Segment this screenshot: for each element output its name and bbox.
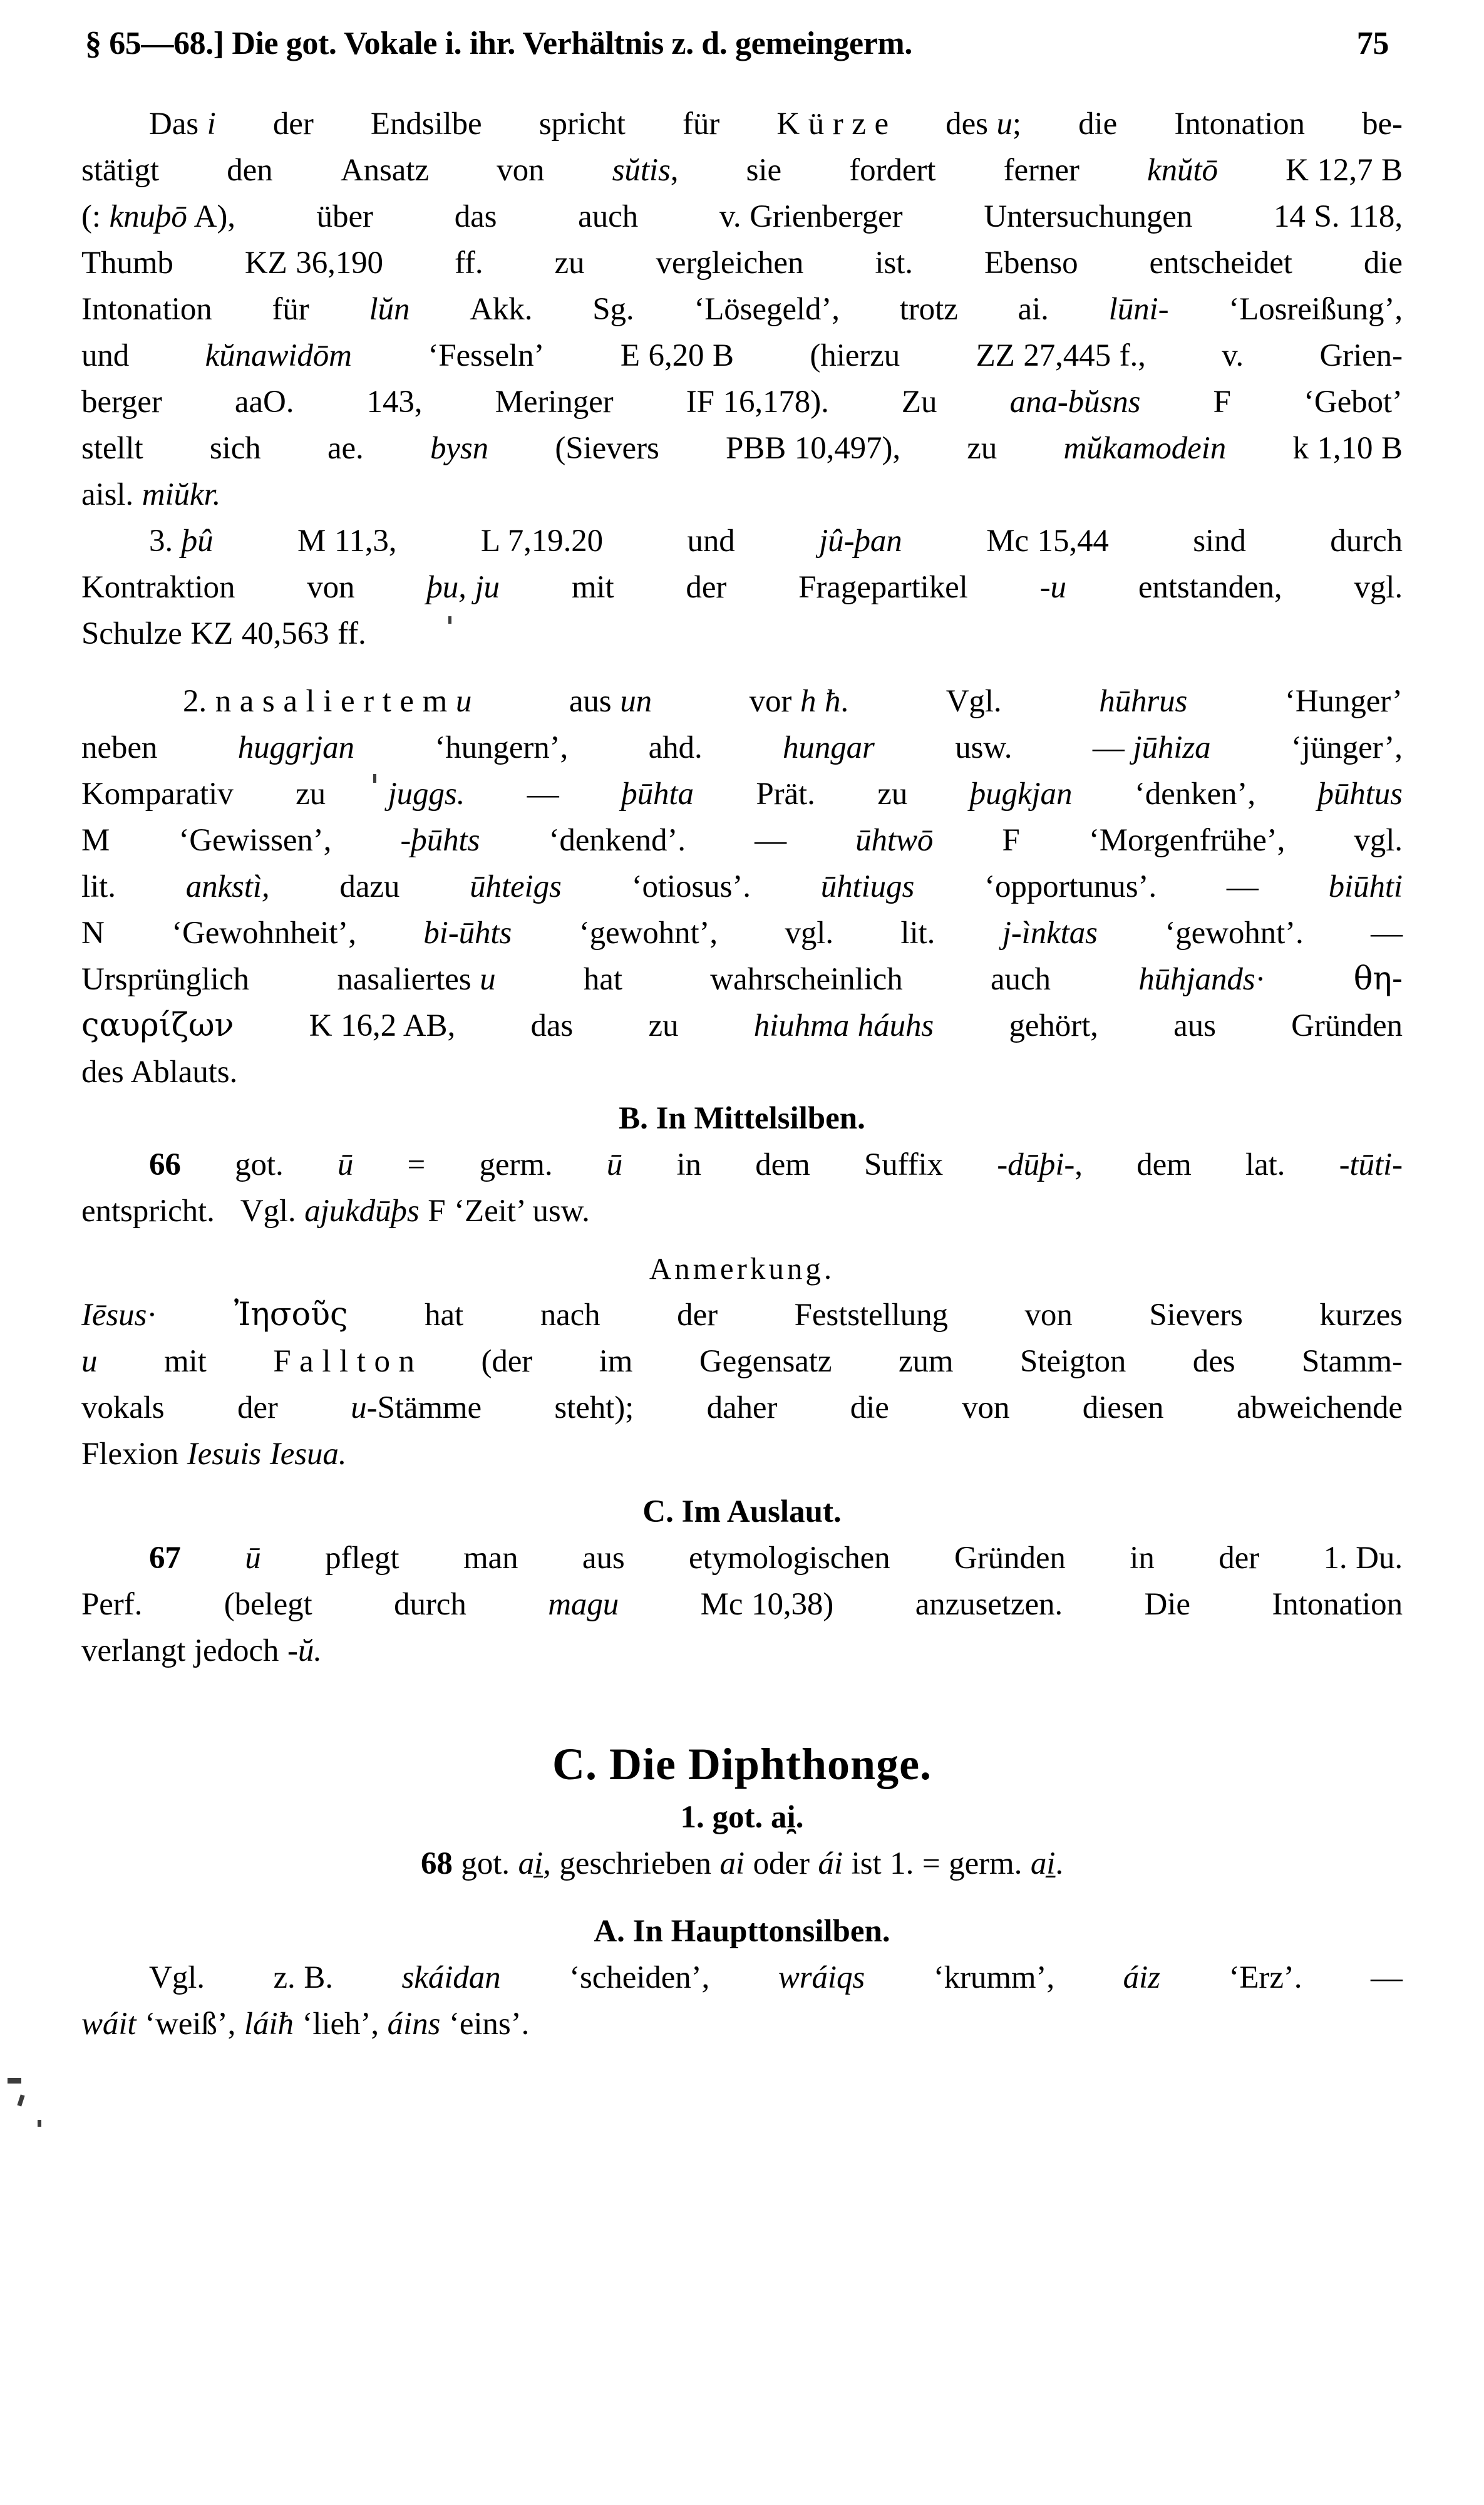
scan-artifact bbox=[8, 2078, 21, 2084]
text-line: wáit ‘weiß’, láiħ ‘lieh’, áins ‘eins’. bbox=[81, 2007, 530, 2042]
text-line: Thumb KZ 36,190 ff. zu vergleichen ist. Ebenso entscheidet die bbox=[81, 245, 1403, 281]
page-number: 75 bbox=[1356, 26, 1389, 61]
heading-1-got-ai bbox=[81, 1794, 1403, 1841]
text-line: (: knuþō A), über das auch v. Grienberger Untersuchungen 14 S. 118, bbox=[81, 199, 1403, 234]
paragraph-2 bbox=[81, 518, 1403, 657]
text-line: stellt sich ae. bysn (Sievers PBB 10,497), zu mŭkamodein k 1,10 B bbox=[81, 431, 1403, 466]
text-line: Das i der Endsilbe spricht für K ü r z e des u; die Intonation be- bbox=[149, 106, 1403, 142]
paragraph-7 bbox=[81, 1841, 1403, 1887]
paragraph-1 bbox=[81, 101, 1403, 518]
heading-anmerkung: Anmerkung. bbox=[649, 1251, 835, 1286]
text-line: Komparativ zu juggs. — þūhta Prät. zu þugkjan ‘denken’, þūhtus bbox=[81, 777, 1403, 812]
text-line: M ‘Gewissen’, -þūhts ‘denkend’. — ūhtwō F ‘Morgenfrühe’, vgl. bbox=[81, 823, 1403, 858]
scan-artifact bbox=[17, 2094, 24, 2106]
text-line: und kŭnawidōm ‘Fesseln’ E 6,20 B (hierzu ZZ 27,445 f., v. Grien- bbox=[81, 338, 1403, 373]
text-line: Schulze KZ 40,563 ff. bbox=[81, 616, 366, 651]
heading-b-in-mittelsilben: B. In Mittelsilben. bbox=[619, 1101, 865, 1136]
text-line: 67 ū pflegt man aus etymologischen Gründen in der 1. Du. bbox=[149, 1541, 1403, 1576]
text-line: 3. þû M 11,3, L 7,19.20 und jû-þan Mc 15,44 sind durch bbox=[149, 524, 1403, 559]
text-line: entspricht. Vgl. ajukdūþs F ‘Zeit’ usw. bbox=[81, 1194, 590, 1229]
paragraph-3 bbox=[81, 678, 1403, 1095]
text-line: 66 got. ū = germ. ū in dem Suffix -dūþi-, dem lat. -tūti- bbox=[149, 1147, 1403, 1182]
text-line: 2. n a s a l i e r t e m u aus un vor h ħ. Vgl. hūhrus ‘Hunger’ bbox=[183, 684, 1403, 719]
text-line: Flexion Iesuis Iesua. bbox=[81, 1437, 347, 1472]
heading-1-got-ai-label: 1. got. ai̯. bbox=[680, 1800, 804, 1835]
paragraph-5 bbox=[81, 1292, 1403, 1477]
heading-c-im-auslaut: C. Im Auslaut. bbox=[642, 1494, 842, 1529]
text-line: vokals der u-Stämme steht); daher die von diesen abweichende bbox=[81, 1390, 1403, 1425]
text-line: Iēsus· Ἰησοῦς hat nach der Feststellung von Sievers kurzes bbox=[81, 1296, 1403, 1333]
text-line: neben huggrjan ‘hungern’, ahd. hungar usw. — jūhiza ‘jünger’, bbox=[81, 730, 1403, 765]
text-line: Intonation für lŭn Akk. Sg. ‘Lösegeld’, trotz ai. lūni- ‘Losreißung’, bbox=[81, 292, 1403, 327]
text-line: des Ablauts. bbox=[81, 1055, 238, 1090]
paragraph-4 bbox=[81, 1142, 1403, 1234]
text-line: aisl. miŭkr. bbox=[81, 477, 221, 512]
text-line: berger aaO. 143, Meringer IF 16,178). Zu ana-bŭsns F ‘Gebot’ bbox=[81, 385, 1403, 420]
text-line: Vgl. z. B. skáidan ‘scheiden’, wráiqs ‘krumm’, áiz ‘Erz’. — bbox=[149, 1960, 1403, 1995]
text-line: 68 got. ai̱, geschrieben ai oder ái ist 1. = germ. ai̱. bbox=[420, 1846, 1064, 1881]
running-head bbox=[81, 25, 1403, 62]
text-line: Ursprünglich nasaliertes u hat wahrscheinlich auch hūhjands· θη- bbox=[81, 961, 1403, 998]
heading-die-diphthonge: C. Die Diphthonge. bbox=[552, 1739, 932, 1789]
text-line: Kontraktion von þu, ju mit der Fragepartikel -u entstanden, vgl. bbox=[81, 570, 1403, 605]
text-line: lit. ankstì, dazu ūhteigs ‘otiosus’. ūhtiugs ‘opportunus’. — biūhti bbox=[81, 869, 1403, 904]
paragraph-8 bbox=[81, 1955, 1403, 2047]
scan-artifact bbox=[38, 2120, 41, 2127]
heading-a-in-haupttonsilben: A. In Haupttonsilben. bbox=[594, 1914, 890, 1949]
text-line: u mit F a l l t o n (der im Gegensatz zum Steigton des Stamm- bbox=[81, 1344, 1403, 1379]
text-line: N ‘Gewohnheit’, bi-ūhts ‘gewohnt’, vgl. lit. j-ìnktas ‘gewohnt’. — bbox=[81, 916, 1403, 951]
paragraph-6 bbox=[81, 1535, 1403, 1674]
page-content bbox=[81, 25, 1403, 2047]
text-line: ςαυρίζων K 16,2 AB, das zu hiuhma háuhs gehört, aus Gründen bbox=[81, 1007, 1403, 1044]
text-line: verlangt jedoch -ŭ. bbox=[81, 1633, 322, 1668]
text-line: stätigt den Ansatz von sŭtis, sie fordert ferner knŭtō K 12,7 B bbox=[81, 153, 1403, 188]
running-head-title: § 65—68.] Die got. Vokale i. ihr. Verhältnis z. d. gemeingerm. bbox=[85, 26, 912, 61]
text-line: Perf. (belegt durch magu Mc 10,38) anzusetzen. Die Intonation bbox=[81, 1587, 1403, 1622]
